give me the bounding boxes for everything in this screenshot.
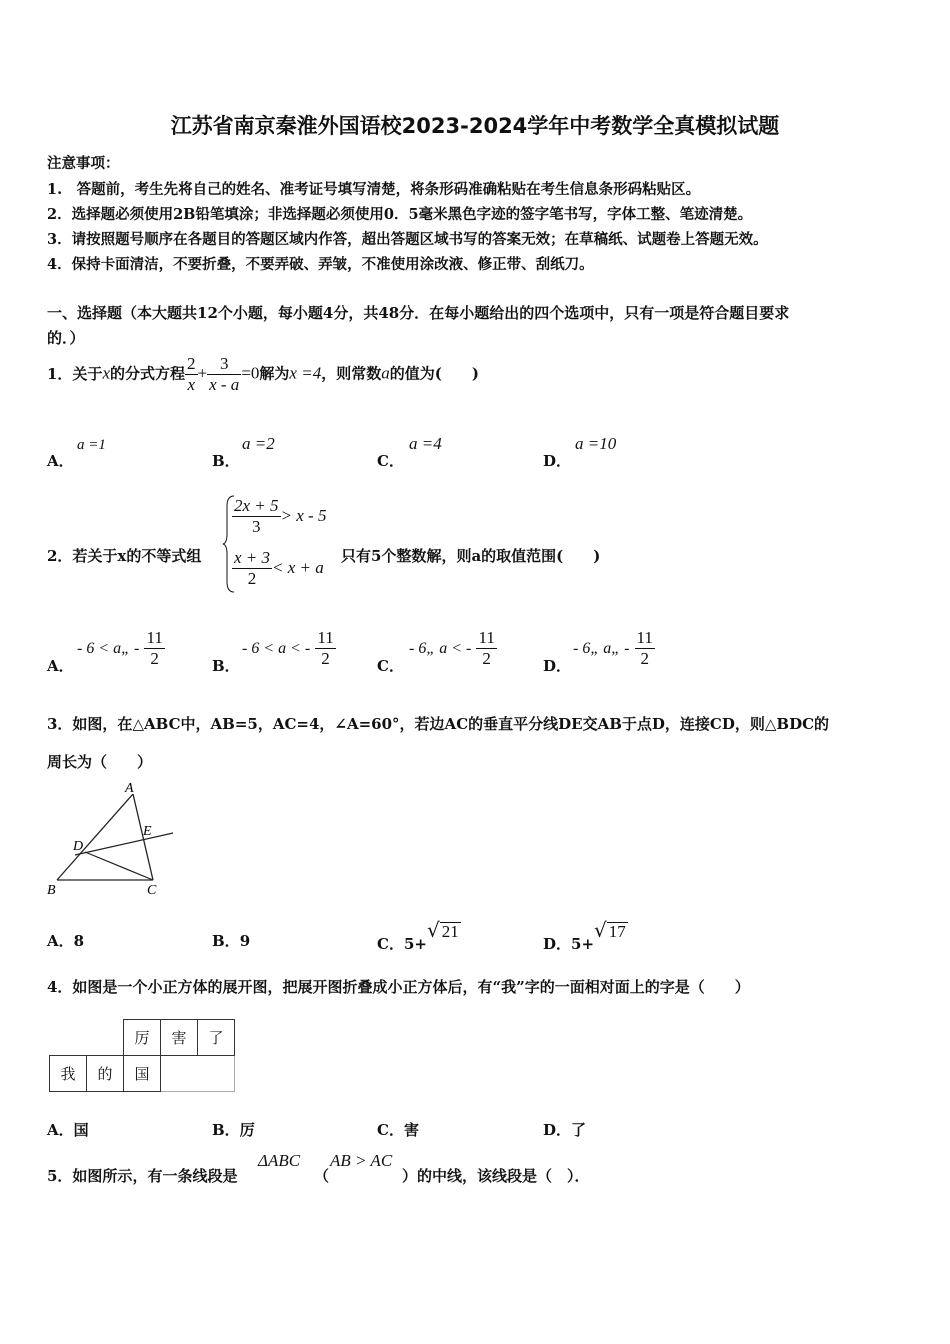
q3-option-c-label: C． — [377, 935, 404, 953]
q2-option-b-value — [242, 628, 336, 669]
q4-option-b — [212, 1119, 255, 1140]
q2-option-b-label: B． — [212, 657, 240, 675]
q3-option-d-pre: 5+ — [571, 935, 595, 953]
net-empty-cell — [50, 1020, 87, 1056]
q1-fraction-1 — [185, 354, 198, 395]
q3-text-line2: 周长为（ ） — [47, 753, 153, 771]
q2-option-b-den: 2 — [321, 649, 330, 668]
q1-option-c-value: a =4 — [409, 434, 442, 453]
q2-option-a-value — [77, 628, 165, 669]
q1-frac1-den: x — [187, 375, 196, 394]
q1-text-2: 的分式方程 — [109, 364, 185, 383]
q3-option-a — [47, 930, 84, 951]
q2-option-d-value — [573, 628, 655, 669]
net-cell-bottom-2: 的 — [87, 1056, 124, 1092]
q1-option-d-label: D． — [543, 452, 572, 470]
q3-option-d-sqrt-icon: √ — [594, 918, 607, 942]
net-empty-cell — [161, 1056, 198, 1092]
q2-option-a-num: 11 — [146, 628, 163, 647]
q4-option-d-value: 了 — [571, 1121, 587, 1139]
q5-triangle: ΔABC — [258, 1151, 301, 1170]
q3-label-e: E — [143, 824, 152, 839]
q5-text-2: ）的中线，该线段是（ ）． — [402, 1167, 590, 1185]
notice-item-4: 4．保持卡面清洁，不要折叠，不要弄破、弄皱，不准使用涂改液、修正带、刮纸刀。 — [47, 256, 594, 273]
net-cell-top-3: 了 — [198, 1020, 235, 1056]
q4-text: 4．如图是一个小正方体的展开图，把展开图折叠成小正方体后，有“我”字的一面相对面上的字是（ ） — [47, 978, 750, 996]
q2-row1-fraction — [232, 496, 281, 537]
q2-text-2: 只有5个整数解，则a的取值范围( ) — [341, 547, 601, 565]
notice-item-2: 2．选择题必须使用2B铅笔填涂；非选择题必须使用0．5毫米黑色字迹的签字笔书写，字体工整、笔迹清楚。 — [47, 206, 753, 223]
q4-option-b-label: B． — [212, 1121, 240, 1139]
q1-text-3: 解为 — [259, 364, 290, 383]
q4-cube-net — [49, 1019, 235, 1092]
q1-text-4: ，则常数 — [321, 364, 382, 383]
q2-option-d-den: 2 — [640, 649, 649, 668]
q2-option-c-num: 11 — [478, 628, 495, 647]
net-empty-cell — [87, 1020, 124, 1056]
q3-option-d-label: D． — [543, 935, 572, 953]
q3-label-d: D — [73, 839, 84, 854]
q4-option-c-value: 害 — [403, 1121, 419, 1139]
q1-frac2-num: 3 — [207, 354, 241, 375]
q2-option-d-fraction — [635, 628, 655, 669]
q1-option-a-label: A． — [47, 452, 74, 470]
section-heading-line1: 一、选择题（本大题共12个小题，每小题4分，共48分．在每小题给出的四个选项中，只有一项是符合题目要求 — [47, 304, 790, 322]
q2-option-c-den: 2 — [482, 649, 491, 668]
q4-option-a-label: A． — [47, 1121, 74, 1139]
q1-var-x: x — [102, 363, 110, 383]
q2-option-c-value — [409, 628, 497, 669]
q4-option-a — [47, 1119, 89, 1140]
q2-option-a-label: A． — [47, 657, 74, 675]
q3-option-c-pre: 5+ — [403, 935, 427, 953]
q2-option-b-pre: - 6 < a < - — [242, 640, 311, 657]
q1-text-5: 的值为( ) — [389, 364, 479, 383]
q2-row2-rhs: < x + a — [272, 558, 324, 577]
q3-label-c: C — [147, 883, 157, 898]
q2-text-1: 2．若关于x的不等式组 — [47, 547, 202, 565]
q3-label-b: B — [47, 883, 56, 898]
notice-heading: 注意事项： — [47, 155, 120, 172]
q1-var-a: a — [381, 363, 390, 383]
q3-option-d-radicand: 17 — [608, 922, 626, 941]
q1-option-b-value: a =2 — [242, 434, 275, 453]
net-empty-cell — [198, 1056, 235, 1092]
page-title: 江苏省南京秦淮外国语校2023-2024学年中考数学全真模拟试题 — [170, 114, 780, 138]
q1-option-c-label: C． — [377, 452, 404, 470]
q3-text-line1: 3．如图，在△ABC中，AB=5，AC=4，∠A=60°，若边AC的垂直平分线DE交AB于点D，连接CD，则△BDC的 — [47, 715, 830, 733]
question-1 — [47, 354, 479, 395]
q2-inequality-1 — [232, 496, 326, 537]
q1-plus: + — [197, 363, 208, 383]
q2-option-a-fraction — [144, 628, 164, 669]
q4-option-c — [377, 1119, 419, 1140]
q3-triangle-figure — [45, 780, 180, 900]
q3-option-b — [212, 930, 250, 951]
q3-option-a-label: A． — [47, 932, 74, 950]
q2-inequality-2 — [232, 548, 324, 589]
q1-option-d-value: a =10 — [575, 434, 617, 453]
q2-row2-den: 2 — [247, 569, 257, 588]
q4-option-c-label: C． — [377, 1121, 404, 1139]
q4-option-b-value: 厉 — [239, 1121, 255, 1139]
q2-row1-rhs: > x - 5 — [280, 506, 327, 525]
q2-option-b-fraction — [315, 628, 335, 669]
q2-row2-fraction — [232, 548, 272, 589]
q3-option-b-value: 9 — [239, 932, 251, 950]
q2-option-a-pre: - 6 < a„ - — [77, 640, 140, 657]
q2-option-d-num: 11 — [636, 628, 653, 647]
q2-option-a-den: 2 — [150, 649, 159, 668]
q3-option-c — [377, 918, 461, 953]
q5-condition: AB > AC — [330, 1151, 393, 1170]
net-cell-bottom-1: 我 — [50, 1056, 87, 1092]
q2-row2-num: x + 3 — [234, 548, 271, 567]
q2-option-c-label: C． — [377, 657, 404, 675]
q1-fraction-2 — [207, 354, 241, 395]
notice-item-1: 1. 答题前，考生先将自己的姓名、准考证号填写清楚，将条形码准确粘贴在考生信息条形码粘贴区。 — [47, 181, 701, 198]
q4-option-a-value: 国 — [73, 1121, 89, 1139]
q3-option-d — [543, 918, 628, 953]
q1-solution: x =4 — [289, 363, 322, 383]
q3-option-a-value: 8 — [73, 932, 85, 950]
q5-text-1: 5．如图所示，有一条线段是 — [47, 1167, 238, 1185]
q2-option-c-fraction — [476, 628, 496, 669]
net-cell-top-2: 害 — [161, 1020, 198, 1056]
q5-left-paren: （ — [314, 1167, 330, 1185]
q2-row1-num: 2x + 5 — [234, 496, 279, 515]
q3-label-a: A — [125, 781, 134, 796]
q3-option-c-sqrt-icon: √ — [426, 918, 440, 942]
q1-equals-zero: =0 — [241, 363, 260, 383]
q2-row1-den: 3 — [252, 517, 261, 536]
q1-option-a-value: a =1 — [77, 437, 106, 453]
q1-frac2-den: x - a — [209, 375, 240, 394]
q4-option-d-label: D． — [543, 1121, 572, 1139]
section-heading-line2: 的．） — [47, 329, 85, 347]
q3-option-c-radicand: 21 — [441, 922, 459, 941]
q1-option-b-label: B． — [212, 452, 240, 470]
q2-option-d-label: D． — [543, 657, 572, 675]
q1-text-1: 1．关于 — [47, 364, 103, 383]
q1-frac1-num: 2 — [187, 354, 196, 373]
q4-option-d — [543, 1119, 586, 1140]
notice-item-3: 3．请按照题号顺序在各题目的答题区域内作答，超出答题区域书写的答案无效；在草稿纸、试题卷上答题无效。 — [47, 231, 768, 248]
q2-option-d-pre: - 6„ a„ - — [573, 640, 630, 657]
q2-option-c-pre: - 6„ a < - — [409, 640, 472, 657]
q2-option-b-num: 11 — [317, 628, 334, 647]
q3-option-b-label: B． — [212, 932, 240, 950]
net-cell-bottom-3: 国 — [124, 1056, 161, 1092]
net-cell-top-1: 厉 — [124, 1020, 161, 1056]
